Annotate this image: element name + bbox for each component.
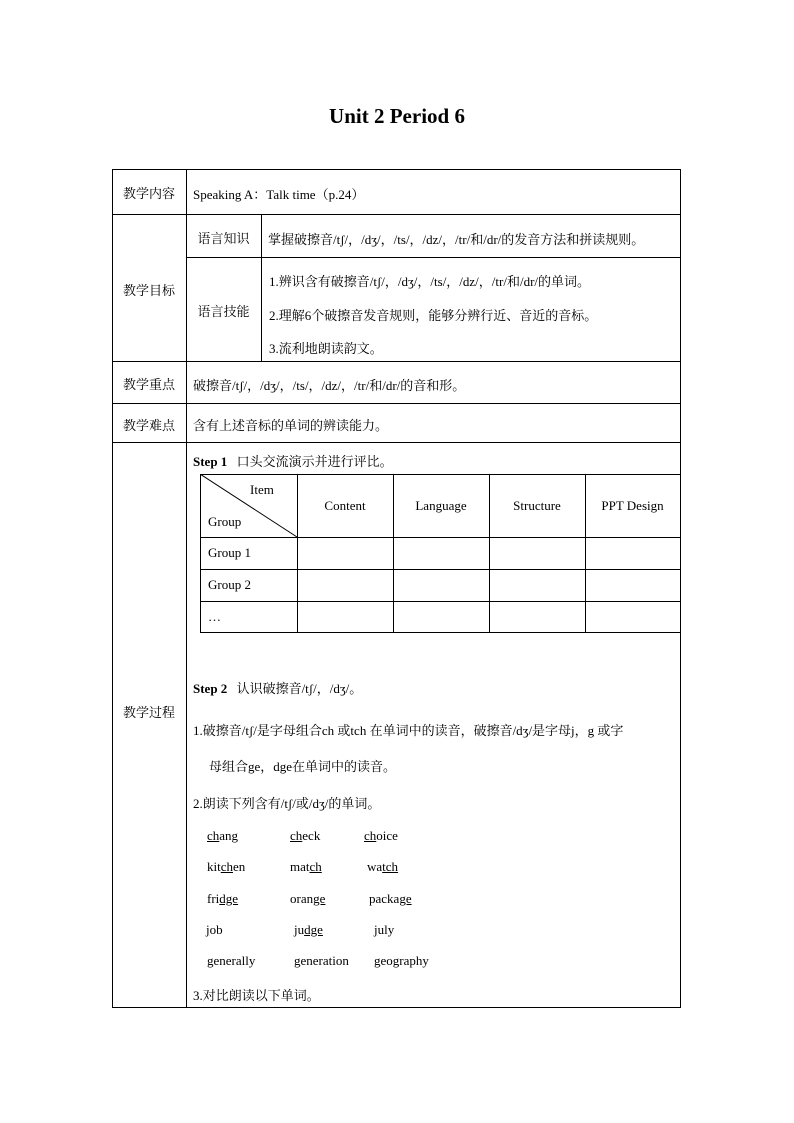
skills-item: 1.辨识含有破擦音/tʃ/，/dʒ/，/ts/，/dz/，/tr/和/dr/的单词。 (269, 274, 591, 289)
word: choice (364, 828, 398, 843)
key-points-value: 破擦音/tʃ/，/dʒ/，/ts/，/dz/，/tr/和/dr/的音和形。 (193, 378, 466, 393)
step2-paragraph: 1.破擦音/tʃ/是字母组合ch 或tch 在单词中的读音，破擦音/dʒ/是字母j，g 或字 (193, 723, 624, 738)
key-points-label: 教学重点 (122, 377, 175, 392)
step1-heading: Step 1 (193, 454, 228, 469)
word: match (290, 859, 322, 874)
knowledge-value: 掌握破擦音/tʃ/，/dʒ/，/ts/，/dz/，/tr/和/dr/的发音方法和拼读规则。 (268, 232, 645, 247)
content-value: Speaking A：Talk time（p.24） (193, 187, 365, 202)
step1-line (193, 451, 393, 470)
step2-paragraph: 2.朗读下列含有/tʃ/或/dʒ/的单词。 (193, 796, 381, 811)
step2-paragraph: 3.对比朗读以下单词。 (193, 988, 320, 1003)
step2-paragraph: 母组合ge，dge在单词中的读音。 (209, 759, 397, 774)
step1-text: 口头交流演示并进行评比。 (236, 454, 393, 469)
word: kitchen (207, 859, 246, 874)
word: geography (374, 953, 429, 968)
word: july (374, 922, 395, 937)
difficulties-value: 含有上述音标的单词的辨读能力。 (193, 418, 389, 433)
word: watch (367, 859, 399, 874)
header-content: Content (324, 498, 366, 513)
word: judge (294, 922, 323, 937)
word: fridge (207, 891, 239, 906)
word: job (206, 922, 223, 937)
header-ppt-design: PPT Design (601, 498, 664, 513)
content-label: 教学内容 (122, 186, 175, 201)
word: check (290, 828, 321, 843)
page-title: Unit 2 Period 6 (329, 104, 465, 128)
group-row-label: Group 2 (208, 577, 251, 592)
step2-heading: Step 2 (193, 681, 228, 696)
process-label: 教学过程 (122, 705, 175, 720)
word: generation (294, 953, 349, 968)
header-structure: Structure (513, 498, 561, 513)
word: package (369, 891, 412, 906)
word: generally (207, 953, 256, 968)
difficulties-label: 教学难点 (122, 418, 175, 433)
step2-line (193, 678, 362, 697)
skills-item: 2.理解6个破擦音发音规则，能够分辨行近、音近的音标。 (269, 308, 598, 323)
word: orange (290, 891, 326, 906)
step2-text: 认识破擦音/tʃ/，/dʒ/。 (236, 681, 363, 696)
goals-label: 教学目标 (122, 283, 175, 298)
corner-group: Group (208, 514, 242, 529)
skills-item: 3.流利地朗读韵文。 (269, 341, 383, 356)
knowledge-label: 语言知识 (197, 231, 250, 246)
group-row-label: Group 1 (208, 545, 251, 560)
corner-item: Item (250, 482, 274, 497)
group-row-label: … (208, 609, 221, 624)
skills-label: 语言技能 (197, 304, 250, 319)
header-language: Language (415, 498, 467, 513)
word: chang (207, 828, 239, 843)
